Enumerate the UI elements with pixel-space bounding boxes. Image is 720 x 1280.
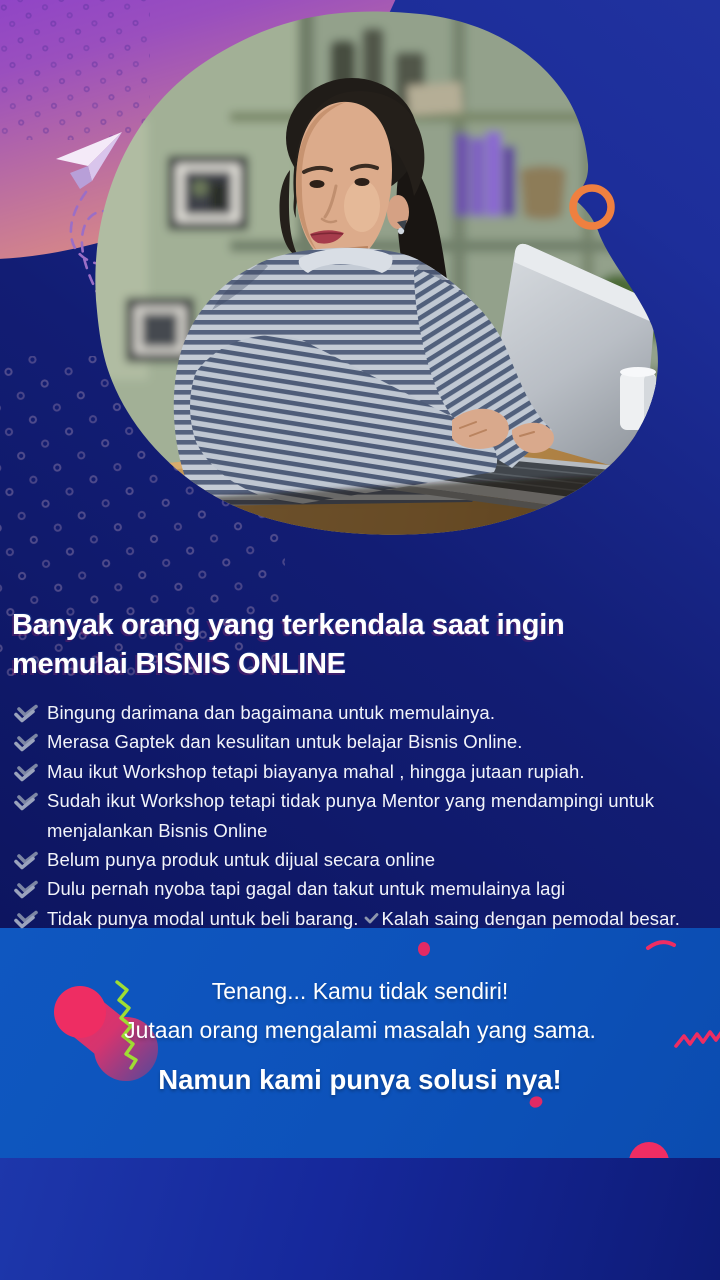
double-check-icon — [14, 910, 41, 929]
problem-item — [14, 874, 712, 903]
pink-semicircle — [629, 1142, 669, 1158]
solution-text-block — [0, 972, 720, 1100]
double-check-icon — [14, 704, 41, 723]
problem-text: Belum punya produk untuk dijual secara online — [47, 849, 436, 871]
problem-item — [14, 904, 712, 933]
double-check-icon — [14, 763, 41, 782]
pink-dot-top — [418, 942, 430, 956]
problem-text: Mau ikut Workshop tetapi biayanya mahal , hingga jutaan rupiah. — [47, 760, 585, 782]
solution-line1: Tenang... Kamu tidak sendiri! — [211, 978, 509, 1004]
problem-item — [14, 698, 712, 727]
problem-item — [14, 757, 712, 786]
footer-section — [0, 1158, 720, 1280]
problem-item — [14, 786, 712, 845]
dot-pattern-corner — [0, 0, 150, 140]
problem-text-part1: Tidak punya modal untuk beli barang. — [47, 907, 359, 929]
double-check-icon — [14, 851, 41, 870]
page-title-line2: memulai BISNIS ONLINE — [12, 648, 346, 680]
problem-item — [14, 845, 712, 874]
problem-text: Sudah ikut Workshop tetapi tidak punya Mentor yang mendampingi untuk menjalankan Bisnis Online — [47, 790, 660, 841]
check-icon — [364, 904, 379, 933]
problem-text: Bingung darimana dan bagaimana untuk memulainya. — [47, 702, 496, 723]
problems-list — [14, 698, 712, 933]
double-check-icon — [14, 792, 41, 811]
double-check-icon — [14, 733, 41, 752]
problem-text: Dulu pernah nyoba tapi gagal dan takut untuk memulainya lagi — [47, 878, 566, 900]
hero-text-block — [12, 606, 712, 933]
solution-line2: Jutaan orang mengalami masalah yang sama. — [124, 1017, 596, 1043]
problem-text — [47, 904, 680, 933]
pink-crescent — [648, 942, 674, 948]
solution-section — [0, 928, 720, 1158]
page-title — [12, 606, 712, 684]
page-title-line1: Banyak orang yang terkendala saat ingin — [12, 609, 565, 641]
double-check-icon — [14, 880, 41, 899]
problem-text-part2: Kalah saing dengan pemodal besar. — [381, 907, 680, 929]
problem-item — [14, 727, 712, 756]
problem-text: Merasa Gaptek dan kesulitan untuk belajar Bisnis Online. — [47, 731, 523, 753]
solution-line3: Namun kami punya solusi nya! — [158, 1064, 562, 1095]
